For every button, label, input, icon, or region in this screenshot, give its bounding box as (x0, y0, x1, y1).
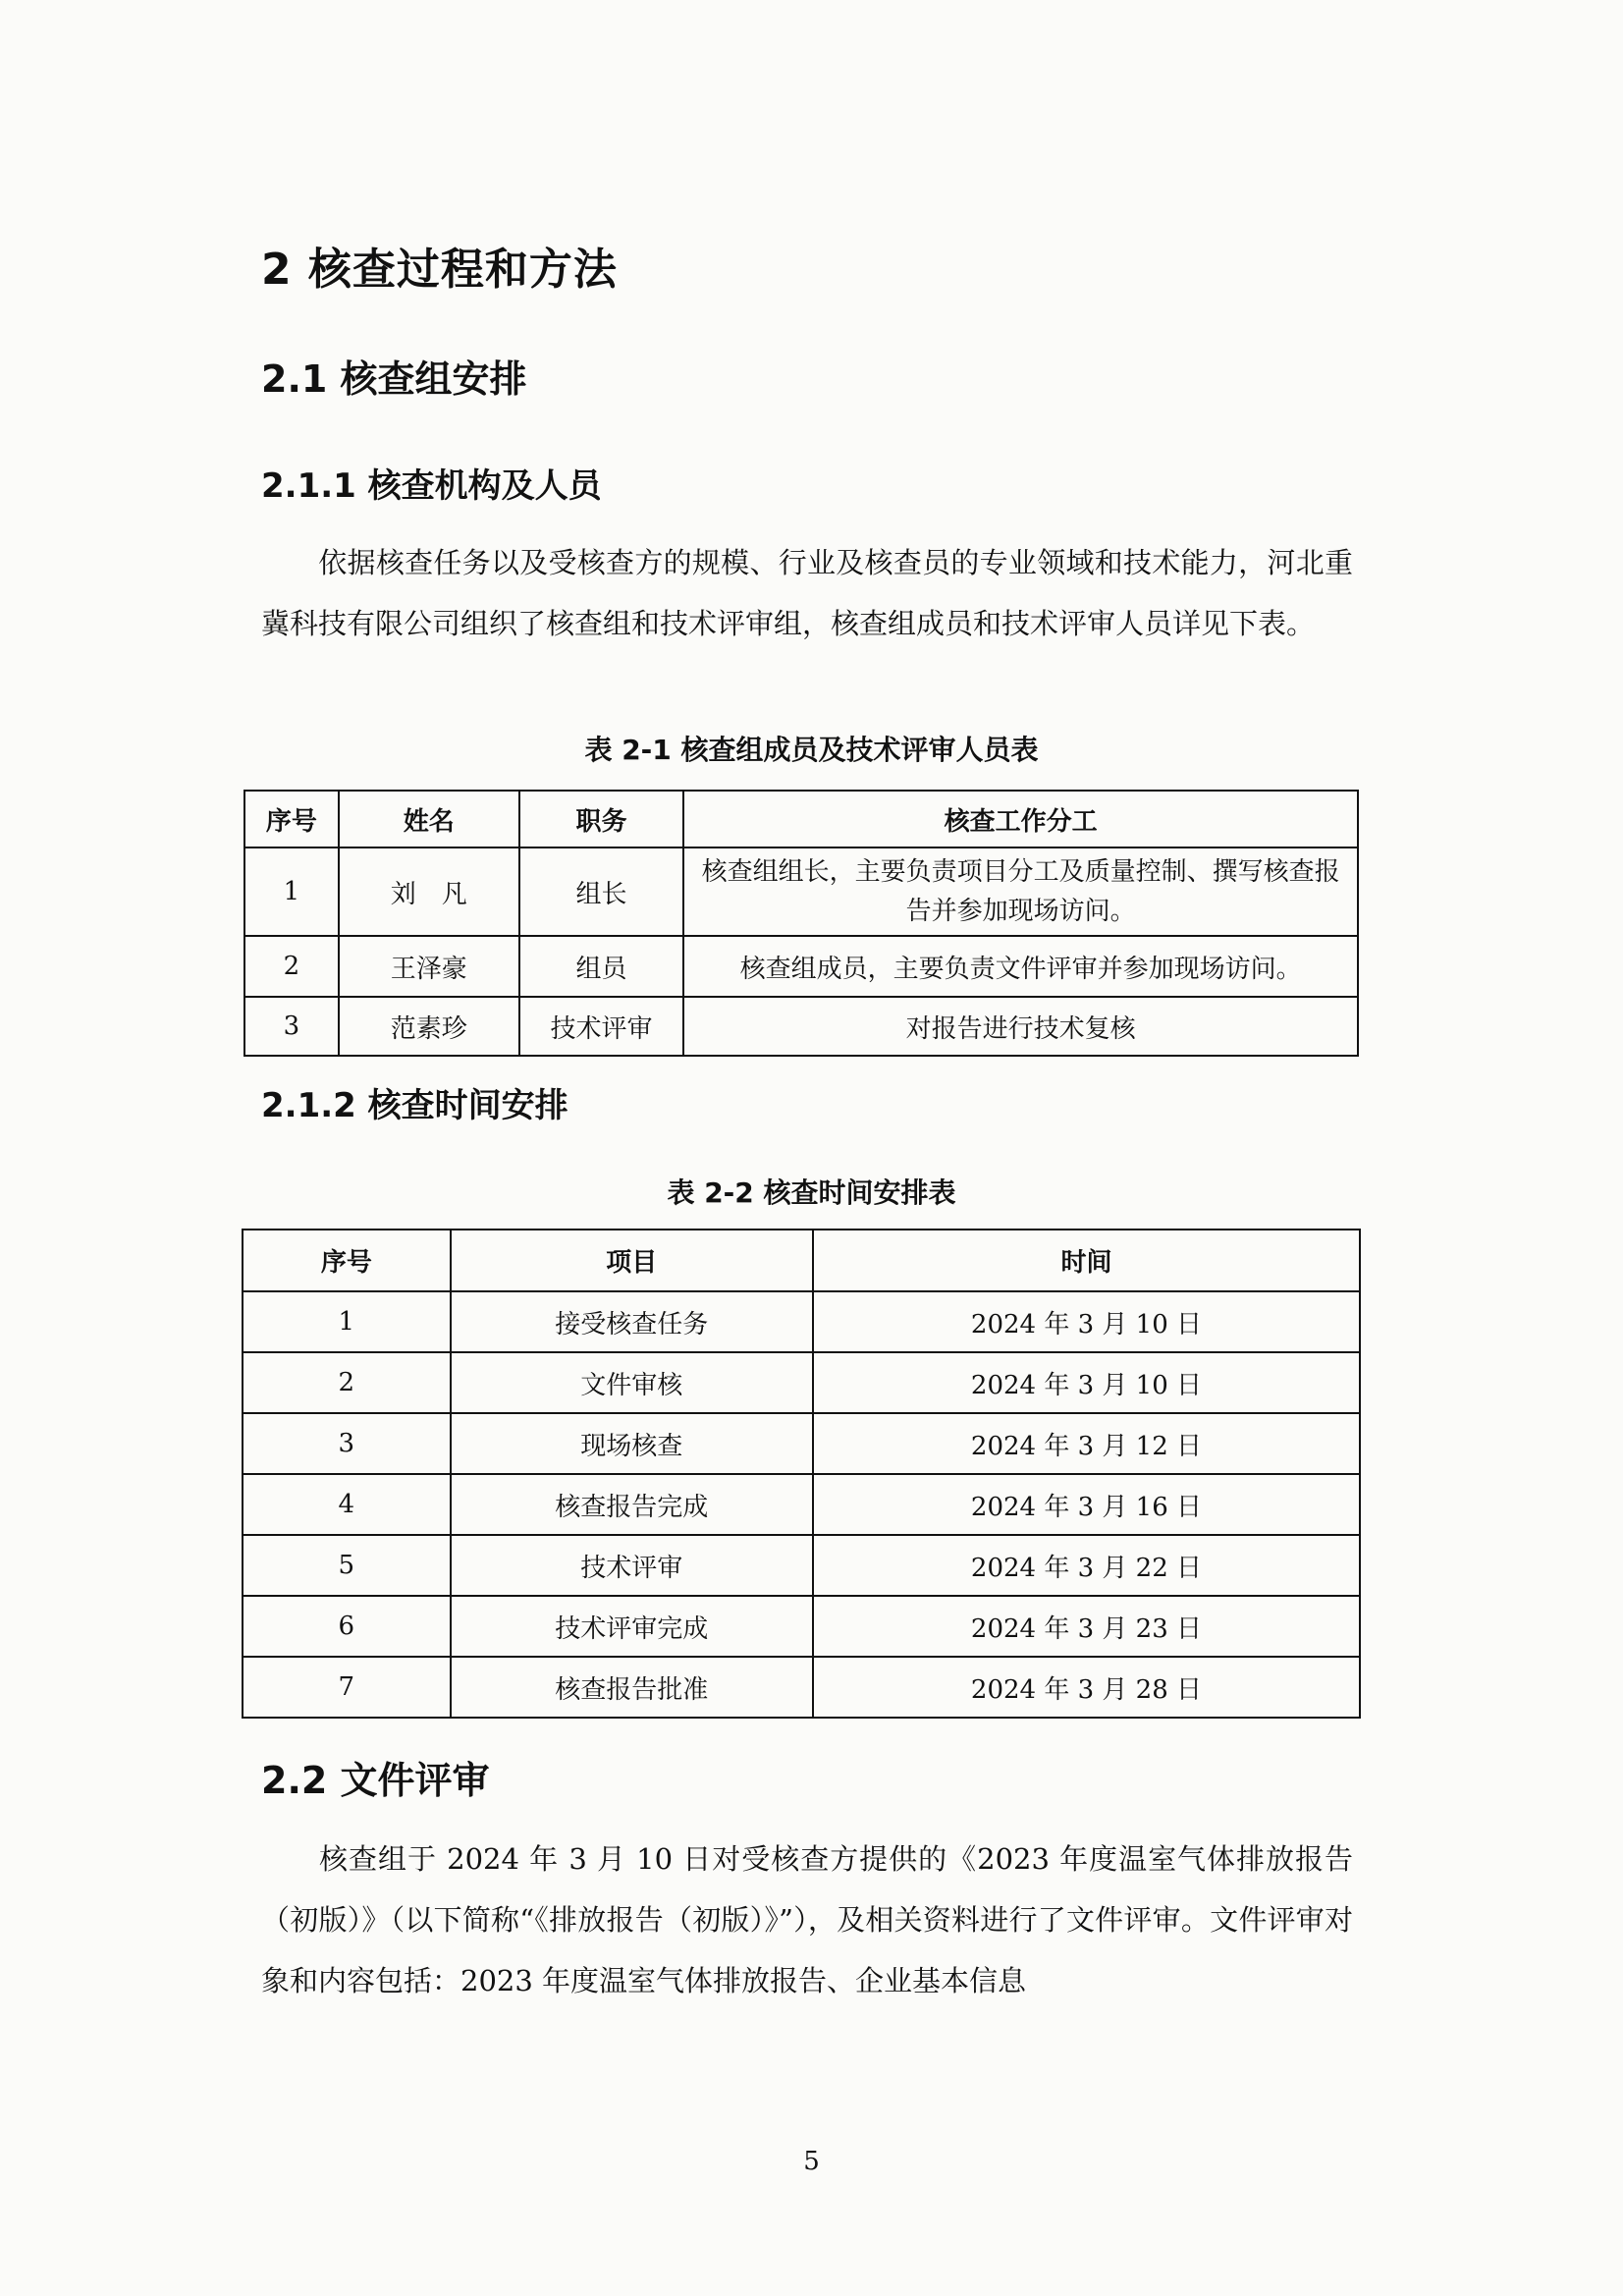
table-cell: 3 (243, 1413, 451, 1474)
subsubsection-heading-2-1-2: 2.1.2 核查时间安排 (261, 1086, 568, 1125)
table-row (243, 1352, 1360, 1413)
table-cell: 刘 凡 (339, 847, 519, 936)
table-row (243, 1413, 1360, 1474)
table-cell: 4 (243, 1474, 451, 1535)
subsubsection-heading-2-1-1: 2.1.1 核查机构及人员 (261, 466, 602, 506)
table-cell: 1 (243, 1291, 451, 1352)
table-cell: 对报告进行技术复核 (683, 997, 1358, 1056)
table-2-2-header-cell: 序号 (243, 1230, 451, 1291)
table-cell: 现场核查 (451, 1413, 813, 1474)
subsection-heading-2-2: 2.2 文件评审 (261, 1759, 490, 1802)
table-2-2-header-cell: 时间 (813, 1230, 1360, 1291)
table-cell: 2024 年 3 月 12 日 (813, 1413, 1360, 1474)
table-cell: 接受核查任务 (451, 1291, 813, 1352)
paragraph-2-2 (261, 1829, 1353, 2011)
table-cell: 组长 (519, 847, 684, 936)
table-cell: 2024 年 3 月 16 日 (813, 1474, 1360, 1535)
subsection-heading-2-1: 2.1 核查组安排 (261, 357, 527, 401)
table-row (243, 1535, 1360, 1596)
table-cell: 组员 (519, 936, 684, 997)
table-cell: 2024 年 3 月 10 日 (813, 1352, 1360, 1413)
table-2-1-header-cell: 职务 (519, 791, 684, 847)
table-cell: 核查组成员，主要负责文件评审并参加现场访问。 (683, 936, 1358, 997)
table-cell: 2024 年 3 月 10 日 (813, 1291, 1360, 1352)
table-cell: 2024 年 3 月 22 日 (813, 1535, 1360, 1596)
table-cell: 7 (243, 1657, 451, 1718)
table-cell: 范素珍 (339, 997, 519, 1056)
paragraph-2-1-1-text: 依据核查任务以及受核查方的规模、行业及核查员的专业领域和技术能力，河北重冀科技有限公司组织了核查组和技术评审组，核查组成员和技术评审人员详见下表。 (261, 546, 1353, 640)
table-cell: 技术评审 (451, 1535, 813, 1596)
table-cell: 5 (243, 1535, 451, 1596)
paragraph-2-1-1 (261, 532, 1353, 654)
table-cell: 技术评审 (519, 997, 684, 1056)
table-cell: 技术评审完成 (451, 1596, 813, 1657)
table-cell: 王泽豪 (339, 936, 519, 997)
table-row (243, 1474, 1360, 1535)
table-cell: 2 (244, 936, 339, 997)
table-cell: 6 (243, 1596, 451, 1657)
table-2-1 (243, 790, 1359, 1057)
table-2-2 (242, 1229, 1361, 1719)
section-heading: 2 核查过程和方法 (261, 245, 618, 295)
table-row (244, 847, 1358, 936)
table-row (243, 1596, 1360, 1657)
table-cell: 文件审核 (451, 1352, 813, 1413)
table-2-1-header-cell: 核查工作分工 (683, 791, 1358, 847)
table-row (243, 1291, 1360, 1352)
table-row (244, 936, 1358, 997)
table-2-2-caption: 表 2-2 核查时间安排表 (667, 1176, 956, 1209)
table-cell: 2024 年 3 月 23 日 (813, 1596, 1360, 1657)
table-2-1-caption: 表 2-1 核查组成员及技术评审人员表 (584, 734, 1039, 766)
page-number: 5 (803, 2147, 820, 2176)
paragraph-2-2-text: 核查组于 2024 年 3 月 10 日对受核查方提供的《2023 年度温室气体排放报告（初版）》（以下简称“《排放报告（初版）》”），及相关资料进行了文件评审。文件评审对象和内容包括：2023 年度温室气体排放报告、企业基本信息 (261, 1842, 1353, 1997)
table-2-1-header-cell: 序号 (244, 791, 339, 847)
table-cell: 核查报告批准 (451, 1657, 813, 1718)
table-cell: 核查组组长，主要负责项目分工及质量控制、撰写核查报告并参加现场访问。 (683, 847, 1358, 936)
table-cell: 1 (244, 847, 339, 936)
table-cell: 2024 年 3 月 28 日 (813, 1657, 1360, 1718)
table-cell: 3 (244, 997, 339, 1056)
table-2-1-header-cell: 姓名 (339, 791, 519, 847)
table-row (243, 1657, 1360, 1718)
table-2-2-header-cell: 项目 (451, 1230, 813, 1291)
table-row (244, 997, 1358, 1056)
table-cell: 核查报告完成 (451, 1474, 813, 1535)
table-cell: 2 (243, 1352, 451, 1413)
